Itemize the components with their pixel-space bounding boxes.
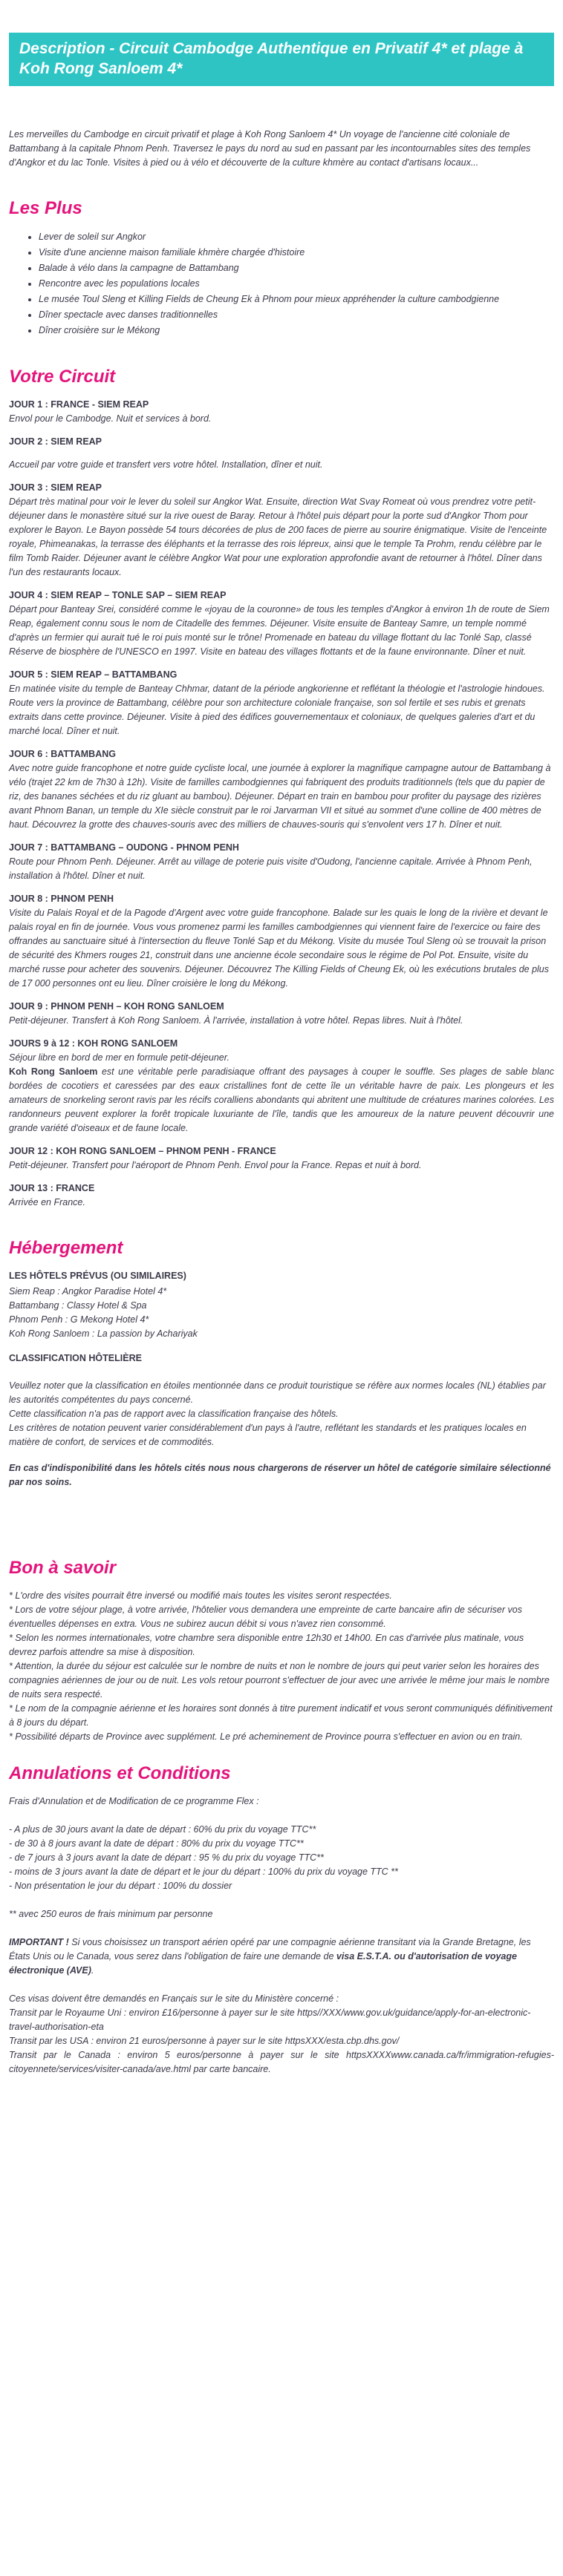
- day-block: [9, 589, 554, 659]
- day-body: Petit-déjeuner. Transfert pour l'aéroport de Phnom Penh. Envol pour la France. Repas et nuit à bord.: [9, 1160, 422, 1170]
- day-body-intro: Séjour libre en bord de mer en formule petit-déjeuner.: [9, 1052, 230, 1063]
- important-label: IMPORTANT !: [9, 1937, 69, 1947]
- classification-block: [9, 1351, 554, 1489]
- annulations-heading: Annulations et Conditions: [9, 1763, 231, 1783]
- classification-text: Veuillez noter que la classification en étoiles mentionnée dans ce produit touristique se réfère aux normes locales (NL) établies par les autorités compétentes du pays concerné.: [9, 1380, 546, 1405]
- day-block: [9, 747, 554, 832]
- day-block: [9, 1000, 554, 1028]
- day-body: [9, 1065, 554, 1135]
- hotels-title: LES HÔTELS PRÉVUS (OU SIMILAIRES): [9, 1271, 186, 1281]
- day-title: JOUR 4 : SIEM REAP – TONLE SAP – SIEM REAP: [9, 590, 227, 600]
- day-title: JOUR 5 : SIEM REAP – BATTAMBANG: [9, 669, 178, 680]
- list-item: • Dîner croisière sur le Mékong: [39, 323, 554, 338]
- day-block: [9, 841, 554, 883]
- list-item: • Le musée Toul Sleng et Killing Fields de Cheung Ek à Phnom pour mieux appréhender la culture cambodgienne: [39, 292, 554, 307]
- day-title: JOUR 2 : SIEM REAP: [9, 436, 102, 447]
- day-body: Avec notre guide francophone et notre guide cycliste local, une journée à explorer la magnifique campagne autour de Battambang à vélo (trajet 22 km de 7h30 à 12h). Visite de familles cambodgiennes qui fabriquent des produits traditionnels (tels que du papier de riz, des bananes séchées et du riz gluant au bambou). Déjeuner. Départ en train en bambou pour profiter du paysage des rizières avant Phnom Banan, un temple du XIe siècle construit par le roi Jarvarman VII et situé au sommet d'une colline de 400 mètres de haut. Découvrez la grotte des chauves-souris avec des milliers de chauves-souris qui s'envolent vers 17 h. Dîner et nuit.: [9, 763, 551, 830]
- hotels-block: [9, 1269, 554, 1341]
- hotel-item: Koh Rong Sanloem : La passion by Achariyak: [9, 1328, 198, 1339]
- fee-line: - de 30 à 8 jours avant la date de départ : 80% du prix du voyage TTC**: [9, 1838, 304, 1849]
- important-note: [9, 1936, 554, 1978]
- page: [0, 33, 563, 2109]
- bon-a-savoir-heading: Bon à savoir: [9, 1558, 117, 1578]
- intro-text: Les merveilles du Cambodge en circuit privatif et plage à Koh Rong Sanloem 4* Un voyage de l'ancienne cité coloniale de Battambang à la capitale Phnom Penh. Traversez le pays du nord au sud en passant par les incontournables sites des temples d'Angkor et du lac Tonle. Visites à pied ou à vélo et découverte de la culture khmère au contact d'artisans locaux...: [9, 129, 531, 168]
- day-body: Arrivée en France.: [9, 1197, 85, 1207]
- info-line: * Attention, la durée du séjour est calculée sur le nombre de nuits et non le nombre de jours qui peut varier selon les horaires des compagnies aériennes de jour ou de nuit. Les vols retour pourront s'effectuer de jour avec une arrivée le même jour mais le nombre de nuits sera respecté.: [9, 1661, 550, 1700]
- hebergement-heading: Hébergement: [9, 1238, 123, 1258]
- day-block: [9, 892, 554, 991]
- day-title: JOUR 13 : FRANCE: [9, 1183, 95, 1193]
- hotel-item: Phnom Penh : G Mekong Hotel 4*: [9, 1314, 149, 1325]
- info-line: * Le nom de la compagnie aérienne et les horaires sont donnés à titre purement indicatif et vous seront communiqués définitivement à 8 jours du départ.: [9, 1703, 553, 1728]
- day-block: [9, 481, 554, 580]
- annulations-block: [9, 1795, 554, 2077]
- list-item: • Rencontre avec les populations locales: [39, 276, 554, 292]
- visa-label: visa E.S.T.A. ou d'autorisation de voyage électronique (AVE): [9, 1951, 517, 1976]
- classification-note: En cas d'indisponibilité dans les hôtels cités nous nous chargerons de réserver un hôtel de catégorie similaire sélectionné par nos soins.: [9, 1463, 551, 1487]
- classification-title: CLASSIFICATION HÔTELIÈRE: [9, 1353, 142, 1363]
- visa-line: Ces visas doivent être demandés en Français sur le site du Ministère concerné :: [9, 1993, 339, 2004]
- day-block: [9, 398, 554, 426]
- list-item: • Dîner spectacle avec danses traditionnelles: [39, 307, 554, 323]
- plus-heading: Les Plus: [9, 198, 82, 218]
- info-line: * Lors de votre séjour plage, à votre arrivée, l'hôtelier vous demandera une empreinte de carte bancaire afin de sécuriser vos éventuelles dépenses en extra. Vous ne subirez aucun débit si vous n'avez rien consommé.: [9, 1605, 522, 1629]
- classification-text: Les critères de notation peuvent varier considérablement d'un pays à l'autre, reflétant les standards et les pratiques locales en matière de confort, de services et de commodités.: [9, 1423, 527, 1447]
- fee-line: - Non présentation le jour du départ : 100% du dossier: [9, 1881, 232, 1891]
- important-text: Si vous choisissez un transport aérien opéré par une compagnie aérienne transitant via la Grande Bretagne, les États Unis ou le Canada, vous serez dans l'obligation de faire une demande de: [9, 1937, 531, 1962]
- list-item: • Visite d'une ancienne maison familiale khmère chargée d'histoire: [39, 245, 554, 260]
- day-body: Départ pour Banteay Srei, considéré comme le «joyau de la couronne» de tous les temples d'Angkor à environ 1h de route de Siem Reap, également connu sous le nom de Citadelle des femmes. Déjeuner. Visite ensuite de Banteay Samre, un temple nommé d'après un fermier qui aurait tué le roi puis monté sur le trône! Promenade en bateau du village flottant du lac Tonlé Sap, classé Réserve de biosphère de l'UNESCO en 1997. Visite en bateau des villages flottants et de la faune environnante. Dîner et nuit.: [9, 604, 550, 657]
- day-title: JOUR 7 : BATTAMBANG – OUDONG - PHNOM PENH: [9, 842, 239, 853]
- day-body: Route pour Phnom Penh. Déjeuner. Arrêt au village de poterie puis visite d'Oudong, l'ancienne capitale. Arrivée à Phnom Penh, installation à l'hôtel. Dîner et nuit.: [9, 856, 533, 881]
- day-body: Départ très matinal pour voir le lever du soleil sur Angkor Wat. Ensuite, direction Wat Svay Romeat où vous prendrez votre petit-déjeuner dans le monastère situé sur la rive ouest de Baray. Retour à l'hôtel puis départ pour la porte sud d'Angkor Thom pour explorer le Bayon. Le Bayon possède 54 tours décorées de plus de 200 faces de pierre au sourire énigmatique. Visite de l'enceinte royale, Phimeanakas, la terrasse des éléphants et la terrasse des rois lépreux, ainsi que le temple Ta Prohm, rendu célèbre par le film Tomb Raider. Déjeuner avant le célèbre Angkor Wat pour une exploration approfondie avant de retourner à l'hôtel. Dîner dans l'un des restaurants locaux.: [9, 496, 547, 577]
- day-block: [9, 435, 554, 472]
- visa-line: Transit par le Royaume Uni : environ £16/personne à payer sur le site https//XXX/www.gov.uk/guidance/apply-for-an-electronic-travel-authorisation-eta: [9, 2008, 531, 2032]
- visa-line: Transit par le Canada : environ 5 euros/personne à payer sur le site httpsXXXXwww.canada.ca/fr/immigration-refugies-citoyennete/services/visiter-canada/ave.html par carte bancaire.: [9, 2050, 554, 2074]
- day-body: En matinée visite du temple de Banteay Chhmar, datant de la période angkorienne et reflétant la théologie et l'astrologie hindoues. Route vers la province de Battambang, célèbre pour son architecture coloniale française, son sol fertile et ses rubis et grenats extraits dans cette province. Déjeuner. Visite à pied des édifices gouvernementaux et coloniaux, de quelques galeries d'art et du marché local. Dîner et nuit.: [9, 684, 545, 736]
- day-title: JOUR 3 : SIEM REAP: [9, 482, 102, 493]
- classification-text: Cette classification n'a pas de rapport avec la classification française des hôtels.: [9, 1409, 339, 1419]
- bon-a-savoir-block: [9, 1589, 554, 1744]
- day-block: [9, 1182, 554, 1210]
- page-title: Description - Circuit Cambodge Authentique en Privatif 4* et plage à Koh Rong Sanloem 4*: [9, 33, 554, 86]
- island-description: est une véritable perle paradisiaque offrant des paysages à couper le souffle. Ses plages de sable blanc bordées de cocotiers et caressées par des eaux cristallines font de cette île un véritable havre de paix. Les plongeurs et les amateurs de snorkeling seront ravis par les récifs coralliens abondants qui abritent une multitude de créatures marines colorées. Les randonneurs peuvent explorer la forêt tropicale luxuriante de l'île, tandis que les amoureux de la nature peuvent découvrir une grande variété d'oiseaux et de faune locale.: [9, 1066, 554, 1133]
- plus-list: [9, 229, 554, 338]
- important-end: .: [91, 1965, 94, 1976]
- day-body: Visite du Palais Royal et de la Pagode d'Argent avec votre guide francophone. Balade sur les quais le long de la rivière et devant le palais royal en fin de journée. Vous vous promenez parmi les familles cambodgiennes qui viennent faire de l'exercice ou faire des offrandes au sanctuaire situé à l'intersection du fleuve Tonlé Sap et du Mékong. Visite du musée Toul Sleng où se trouvait la prison de sécurité des Khmers rouges 21, construit dans une ancienne école secondaire sous le régime de Pol Pot. Ensuite, visite du marché russe pour acheter des souvenirs. Déjeuner. Découvrez The Killing Fields of Cheung Ek, où les exécutions brutales de plus de 17 000 personnes ont eu lieu. Dîner croisière le long du Mékong.: [9, 908, 550, 989]
- fee-line: - de 7 jours à 3 jours avant la date de départ : 95 % du prix du voyage TTC**: [9, 1852, 324, 1863]
- day-block: [9, 1144, 554, 1173]
- info-line: * Possibilité départs de Province avec supplément. Le pré acheminement de Province pourra s'effectuer en avion ou en train.: [9, 1731, 523, 1742]
- day-body: Envol pour le Cambodge. Nuit et services à bord.: [9, 413, 212, 424]
- fee-line: - moins de 3 jours avant la date de départ et le jour du départ : 100% du prix du voyage TTC **: [9, 1867, 398, 1877]
- day-title: JOUR 1 : FRANCE - SIEM REAP: [9, 399, 149, 410]
- hotel-item: Siem Reap : Angkor Paradise Hotel 4*: [9, 1286, 167, 1297]
- info-line: * L'ordre des visites pourrait être inversé ou modifié mais toutes les visites seront respectées.: [9, 1590, 392, 1601]
- day-body: Petit-déjeuner. Transfert à Koh Rong Sanloem. À l'arrivée, installation à votre hôtel. Repas libres. Nuit à l'hôtel.: [9, 1015, 463, 1026]
- fees-title: Frais d'Annulation et de Modification de ce programme Flex :: [9, 1796, 259, 1806]
- visa-line: Transit par les USA : environ 21 euros/personne à payer sur le site httpsXXX/esta.cbp.dhs.gov/: [9, 2036, 400, 2046]
- day-title: JOUR 6 : BATTAMBANG: [9, 749, 116, 759]
- circuit-heading: Votre Circuit: [9, 367, 116, 387]
- day-title: JOURS 9 à 12 : KOH RONG SANLOEM: [9, 1038, 178, 1049]
- fee-line: - A plus de 30 jours avant la date de départ : 60% du prix du voyage TTC**: [9, 1824, 316, 1835]
- day-title: JOUR 9 : PHNOM PENH – KOH RONG SANLOEM: [9, 1001, 224, 1012]
- island-name: Koh Rong Sanloem: [9, 1066, 98, 1077]
- day-block: [9, 1037, 554, 1135]
- day-block: [9, 668, 554, 738]
- min-fee-note: ** avec 250 euros de frais minimum par personne: [9, 1909, 213, 1919]
- day-title: JOUR 12 : KOH RONG SANLOEM – PHNOM PENH - FRANCE: [9, 1146, 276, 1156]
- info-line: * Selon les normes internationales, votre chambre sera disponible entre 12h30 et 14h00. En cas d'arrivée plus matinale, vous devrez parfois attendre sa mise à disposition.: [9, 1633, 524, 1657]
- list-item: • Lever de soleil sur Angkor: [39, 229, 554, 245]
- list-item: • Balade à vélo dans la campagne de Battambang: [39, 260, 554, 276]
- hotel-item: Battambang : Classy Hotel & Spa: [9, 1300, 147, 1311]
- day-body: Accueil par votre guide et transfert vers votre hôtel. Installation, dîner et nuit.: [9, 459, 323, 470]
- day-title: JOUR 8 : PHNOM PENH: [9, 894, 114, 904]
